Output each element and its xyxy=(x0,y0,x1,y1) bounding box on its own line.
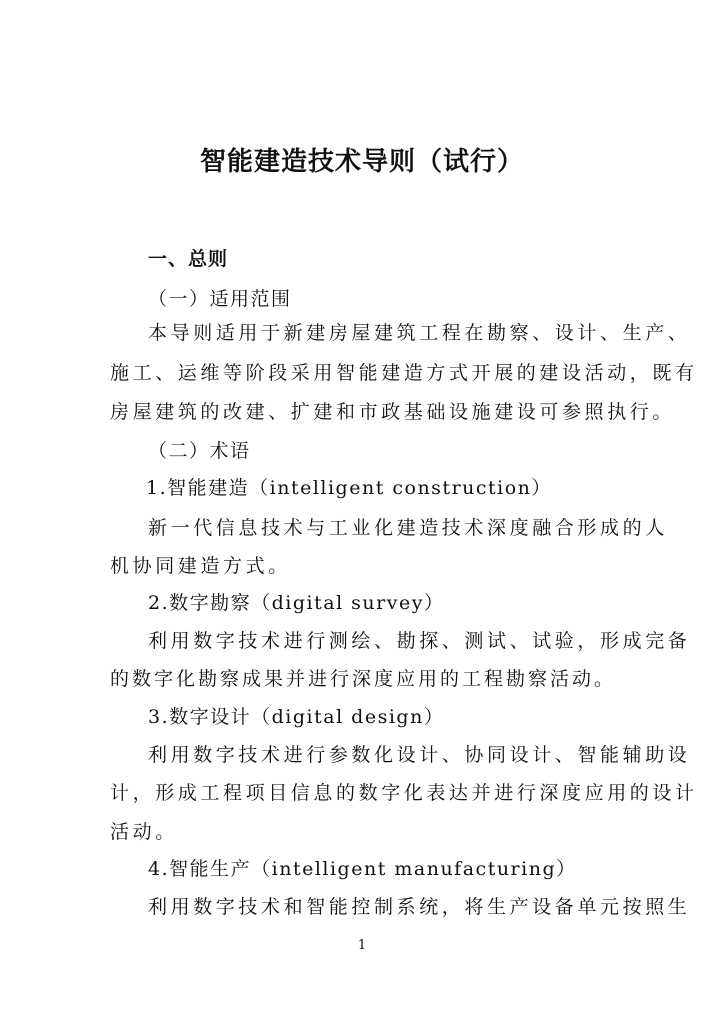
term-heading-3: 3.数字设计（digital design） xyxy=(148,706,445,728)
scope-paragraph-line-3: 房屋建筑的改建、扩建和市政基础设施建设可参照执行。 xyxy=(110,401,676,423)
term-definition-1-line-1: 新一代信息技术与工业化建造技术深度融合形成的人 xyxy=(148,517,668,539)
term-definition-3-line-3: 活动。 xyxy=(110,821,178,843)
term-heading-1: 1.智能建造（intelligent construction） xyxy=(146,477,552,499)
subsection-heading-scope: （一）适用范围 xyxy=(148,288,292,310)
term-definition-4-line-1: 利用数字技术和智能控制系统，将生产设备单元按照生 xyxy=(148,896,691,918)
subsection-heading-terms: （二）术语 xyxy=(148,440,251,462)
section-heading-general: 一、总则 xyxy=(148,248,229,270)
term-heading-4: 4.智能生产（intelligent manufacturing） xyxy=(148,858,577,880)
scope-paragraph-line-2: 施工、运维等阶段采用智能建造方式开展的建设活动，既有 xyxy=(110,362,698,384)
term-definition-3-line-1: 利用数字技术进行参数化设计、协同设计、智能辅助设 xyxy=(148,744,691,766)
term-definition-2-line-2: 的数字化勘察成果并进行深度应用的工程勘察活动。 xyxy=(110,668,617,690)
term-heading-2: 2.数字勘察（digital survey） xyxy=(148,592,445,614)
scope-paragraph-line-1: 本导则适用于新建房屋建筑工程在勘察、设计、生产、 xyxy=(148,322,691,344)
term-definition-3-line-2: 计，形成工程项目信息的数字化表达并进行深度应用的设计 xyxy=(110,782,698,804)
term-definition-2-line-1: 利用数字技术进行测绘、勘探、测试、试验，形成完备 xyxy=(148,630,691,652)
term-definition-1-line-2: 机协同建造方式。 xyxy=(110,555,291,577)
page-number: 1 xyxy=(357,938,367,953)
document-title: 智能建造技术导则（试行） xyxy=(199,147,524,177)
